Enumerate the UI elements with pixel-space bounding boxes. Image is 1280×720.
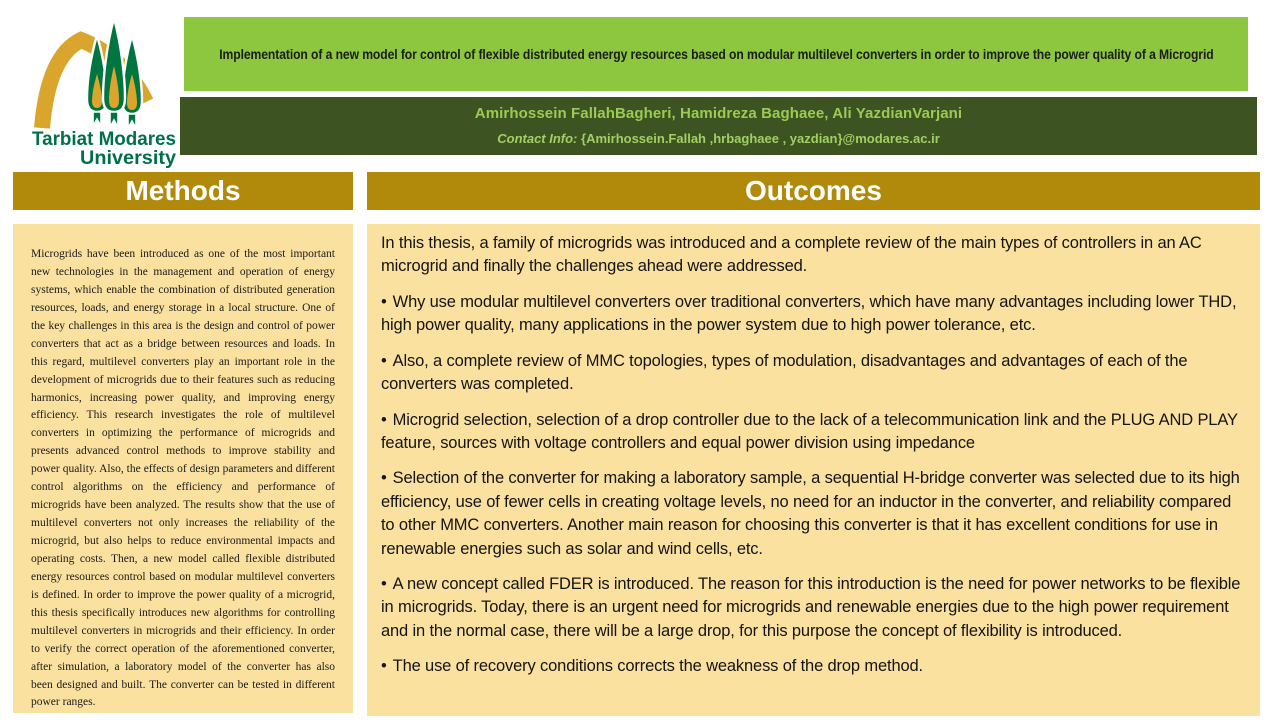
outcomes-bullet-2-text: Also, a complete review of MMC topologies, types of modulation, disadvantages and advantages of each of the converters was completed.	[381, 351, 1188, 394]
logo-text-line2: University	[80, 148, 177, 168]
outcomes-heading: Outcomes	[745, 175, 882, 206]
contact-label: Contact Info:	[497, 131, 578, 146]
methods-panel	[13, 224, 353, 713]
outcomes-bullet-6-text: The use of recovery conditions corrects the weakness of the drop method.	[392, 657, 923, 676]
authors-line: Amirhossein FallahBagheri, Hamidreza Baghaee, Ali YazdianVarjani	[474, 105, 963, 122]
contact-line	[180, 131, 1257, 146]
outcomes-intro: In this thesis, a family of microgrids was introduced and a complete review of the main types of controllers in an AC microgrid and finally the challenges ahead were addressed.	[381, 234, 1202, 276]
outcomes-bullet-3	[381, 409, 1246, 456]
university-logo	[26, 8, 182, 168]
poster-title: Implementation of a new model for control of flexible distributed energy resources based on modular multilevel converters in order to improve the power quality of a Microgrid	[218, 46, 1214, 62]
bullet-icon: •	[381, 410, 387, 429]
university-logo-graphic	[26, 8, 182, 168]
bullet-icon: •	[381, 575, 387, 594]
outcomes-bullet-6	[381, 655, 1246, 678]
authors-banner	[180, 97, 1257, 155]
outcomes-bullet-4	[381, 467, 1246, 561]
outcomes-header	[367, 172, 1260, 210]
bullet-icon: •	[381, 657, 387, 676]
contact-value: {Amirhossein.Fallah ,hrbaghaee , yazdian}@modares.ac.ir	[581, 131, 940, 146]
methods-body-text: Microgrids have been introduced as one of the most important new technologies in the management and operation of energy systems, which enable the combination of distributed generation resources, loads, and energy storage in a local structure. One of the key challenges in this area is the design and control of power converters that act as a bridge between resources and loads. In this regard, multilevel converters play an important role in the development of microgrids due to their features such as reducing harmonics, increasing power quality, and improving energy efficiency. This research investigates the role of multilevel converters in optimizing the performance of microgrids and presents advanced control methods to improve stability and power quality. Also, the effects of design parameters and different control algorithms on the efficiency and performance of microgrids have been analyzed. The results show that the use of multilevel converters not only increases the reliability of the microgrid, but also helps to reduce environmental impacts and operating costs. Then, a new model called flexible distributed energy resources control based on modular multilevel converters is defined. In order to improve the power quality of a microgrid, this thesis specifically introduces new algorithms for controlling multilevel converters in microgrids and their efficiency. In order to verify the correct operation of the aforementioned converter, after simulation, a laboratory model of the converter has also been designed and built. The converter can be tested in different power ranges.	[31, 248, 335, 709]
outcomes-bullet-1	[381, 291, 1246, 338]
outcomes-bullet-3-text: Microgrid selection, selection of a drop controller due to the lack of a telecommunication link and the PLUG AND PLAY feature, sources with voltage controllers and equal power division using impedance	[381, 410, 1238, 452]
logo-tree-middle	[103, 18, 125, 127]
methods-heading: Methods	[125, 175, 241, 206]
outcomes-bullet-2	[381, 350, 1246, 397]
outcomes-bullet-5	[381, 573, 1246, 643]
bullet-icon: •	[381, 469, 387, 488]
outcomes-panel	[367, 224, 1260, 716]
methods-header	[13, 172, 353, 210]
outcomes-bullet-1-text: Why use modular multilevel converters over traditional converters, which have many advantages including lower THD, high power quality, many applications in the power system due to high power tolerance, etc.	[381, 292, 1237, 335]
outcomes-bullet-4-text: Selection of the converter for making a laboratory sample, a sequential H-bridge converter was selected due to its high efficiency, use of fewer cells in creating voltage levels, no need for an inductor in the converter, and reliability compared to other MMC converters. Another main reason for choosing this converter is that it has excellent conditions for use in renewable energies such as solar and wind cells, etc.	[381, 469, 1240, 558]
title-banner	[184, 17, 1248, 91]
bullet-icon: •	[381, 351, 387, 370]
logo-text-line1: Tarbiat Modares	[32, 129, 176, 150]
outcomes-bullet-5-text: A new concept called FDER is introduced. The reason for this introduction is the need for power networks to be flexible in microgrids. Today, there is an urgent need for microgrids and renewable energies due to the high power requirement and in the normal case, there will be a large drop, for this purpose the concept of flexibility is introduced.	[381, 575, 1241, 640]
bullet-icon: •	[381, 292, 387, 311]
